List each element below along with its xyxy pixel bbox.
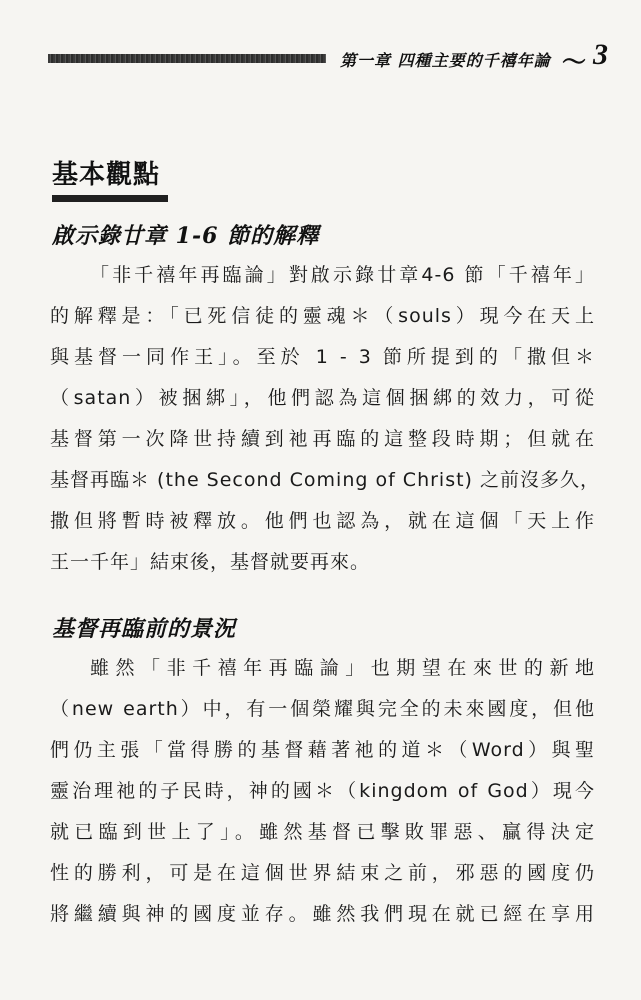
text-line: 與基督一同作王」。至於 1 - 3 節所提到的「撒但＊ (50, 346, 595, 368)
text-line: 雖然「非千禧年再臨論」也期望在來世的新地 (90, 657, 595, 679)
text-line: （satan）被捆綁」，他們認為這個捆綁的效力，可從 (50, 387, 595, 409)
text-line: 將繼續與神的國度並存。雖然我們現在就已經在享用 (50, 903, 595, 925)
header-tilde: ～ (562, 47, 586, 76)
text-line: 基督再臨＊ (the Second Coming of Christ) 之前沒多久， (50, 469, 601, 491)
text-line: 的解釋是：「已死信徒的靈魂＊（souls）現今在天上 (50, 305, 595, 327)
section-heading: 基本觀點 (52, 160, 161, 190)
text-line: 性的勝利，可是在這個世界結束之前，邪惡的國度仍 (50, 862, 595, 884)
header-rule (48, 54, 326, 63)
subheading-before-second-coming: 基督再臨前的景況 (52, 616, 237, 642)
text-line: 撒但將暫時被釋放。他們也認為，就在這個「天上作 (50, 510, 595, 532)
subheading-revelation-20: 啟示錄廿章 1-6 節的解釋 (52, 223, 320, 249)
text-line: 「非千禧年再臨論」對啟示錄廿章4-6 節「千禧年」 (90, 264, 595, 286)
text-line: 基督第一次降世持續到祂再臨的這整段時期；但就在 (50, 428, 595, 450)
text-line: （new earth）中，有一個榮耀與完全的未來國度，但他 (50, 698, 595, 720)
text-line: 王一千年」結束後，基督就要再來。 (50, 551, 371, 573)
paragraph-before-second-coming (50, 648, 595, 935)
text-line: 們仍主張「當得勝的基督藉著祂的道＊（Word）與聖 (50, 739, 595, 761)
text-line: 靈治理祂的子民時，神的國＊（kingdom of God）現今 (50, 780, 595, 802)
chapter-title: 第一章 四種主要的千禧年論 (340, 51, 551, 70)
running-header (48, 38, 608, 78)
text-line: 就已臨到世上了」。雖然基督已擊敗罪惡、贏得決定 (50, 821, 595, 843)
section-underline (52, 195, 168, 202)
page-number: 3 (593, 38, 608, 71)
paragraph-revelation-20 (50, 255, 601, 583)
